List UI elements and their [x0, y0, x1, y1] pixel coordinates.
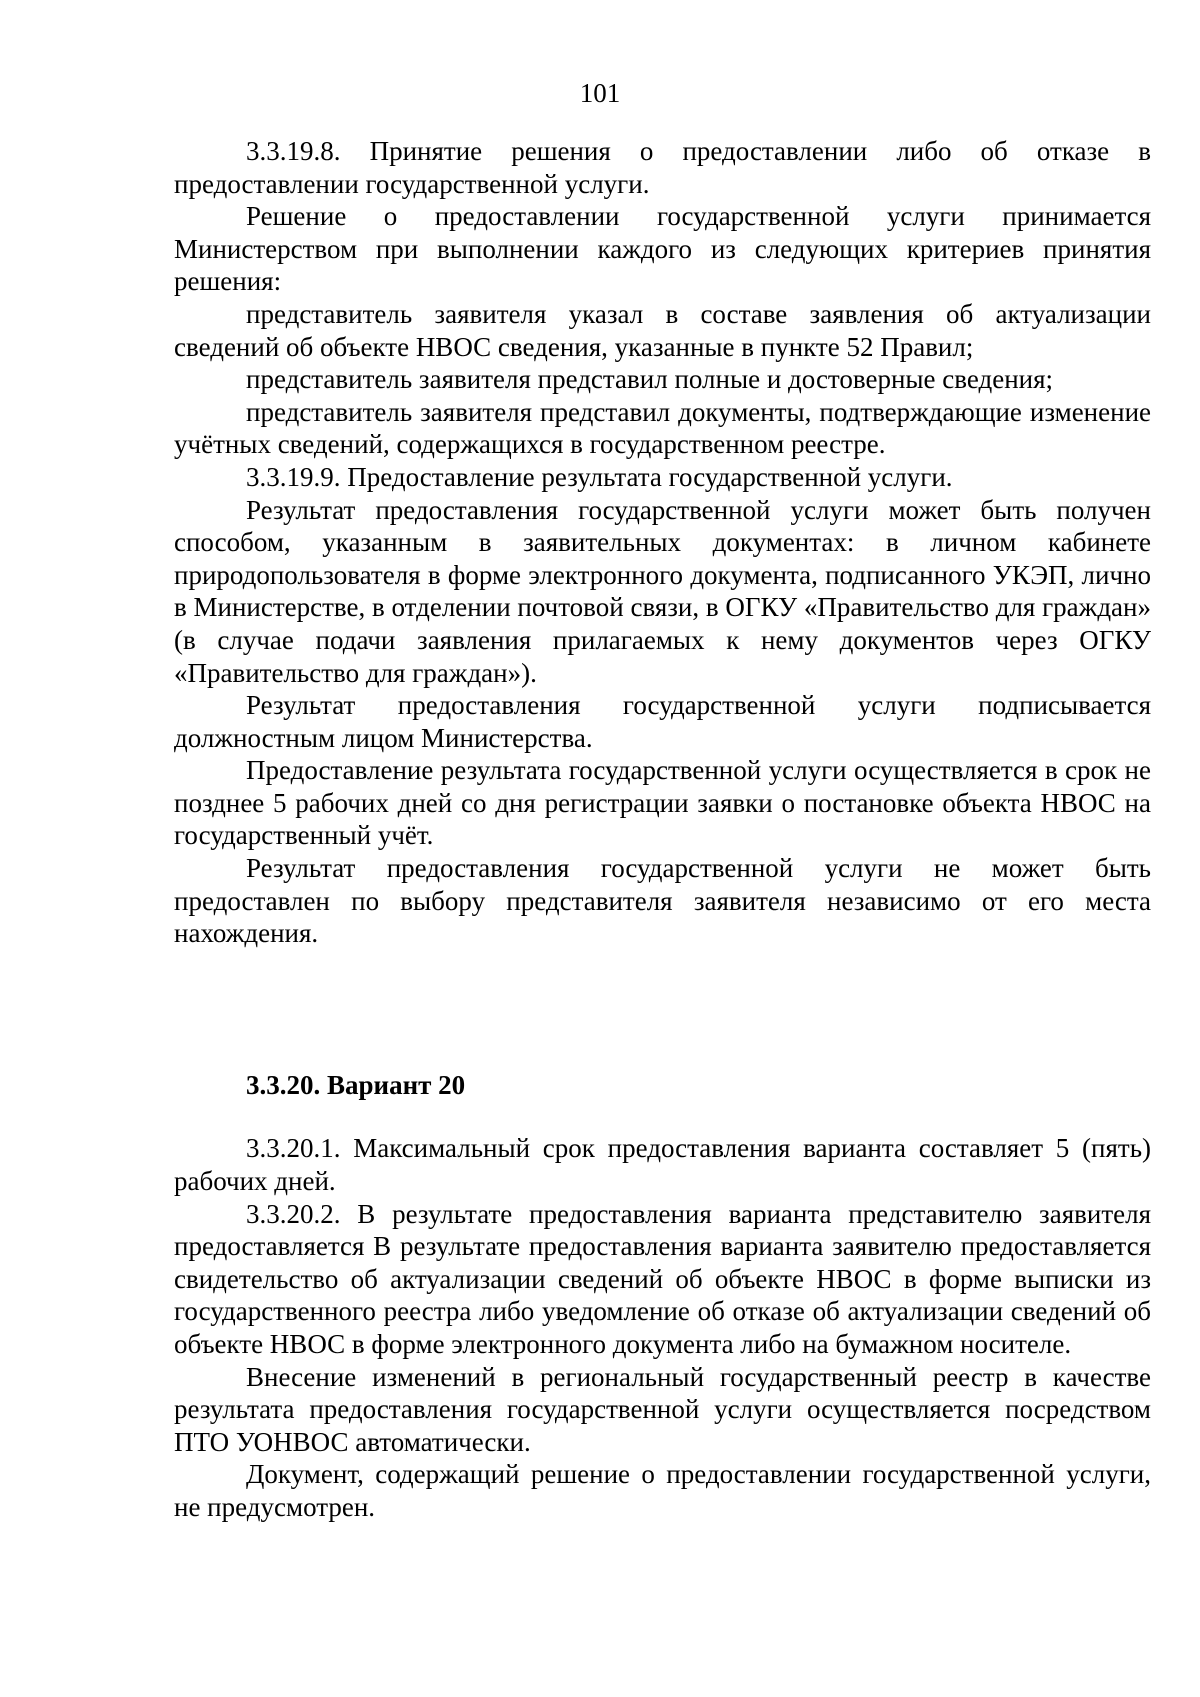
section-spacer [174, 950, 1151, 1069]
paragraph-criterion-3: представитель заявителя представил документы, подтверждающие изменение учётных сведений, содержащихся в государственном реестре. [174, 396, 1151, 460]
document-body [174, 135, 1151, 1524]
paragraph-result-location: Результат предоставления государственной услуги не может быть предоставлен по выбору представителя заявителя независимо от его места нахождения. [174, 853, 1151, 949]
paragraph-decision-criteria-intro: Решение о предоставлении государственной услуги принимается Министерством при выполнении каждого из следующих критериев принятия решения: [174, 201, 1151, 297]
paragraph-result-methods: Результат предоставления государственной услуги может быть получен способом, указанным в заявительных документах: в личном кабинете природопользователя в форме электронного документа, подписанного УКЭП, лично в Министерстве, в отделении почтовой связи, в ОГКУ «Правительство для граждан» (в случае подачи заявления прилагаемых к нему документов через ОГКУ «Правительство для граждан»). [174, 494, 1151, 688]
page-number: 101 [579, 78, 621, 108]
section-heading-variant-20: 3.3.20. Вариант 20 [246, 1069, 466, 1100]
paragraph-decision-document: Документ, содержащий решение о предоставлении государственной услуги, не предусмотрен. [174, 1459, 1151, 1522]
paragraph-criterion-2: представитель заявителя представил полные и достоверные сведения; [246, 364, 1054, 395]
paragraph-3-3-20-1: 3.3.20.1. Максимальный срок предоставления варианта составляет 5 (пять) рабочих дней. [174, 1133, 1151, 1197]
paragraph-3-3-20-2: 3.3.20.2. В результате предоставления варианта представителю заявителя предоставляется В результате предоставления варианта заявителю предоставляется свидетельство об актуализации сведений об объекте НВОС в форме выписки из государственного реестра либо уведомление об отказе об актуализации сведений об объекте НВОС в форме электронного документа либо на бумажном носителе. [174, 1198, 1151, 1359]
paragraph-registry-changes: Внесение изменений в региональный государственный реестр в качестве результата предоставления государственной услуги осуществляется посредством ПТО УОНВОС автоматически. [174, 1361, 1151, 1457]
paragraph-result-signature: Результат предоставления государственной услуги подписывается должностным лицом Министерства. [174, 690, 1151, 753]
paragraph-3-3-19-9: 3.3.19.9. Предоставление результата государственной услуги. [246, 461, 953, 492]
paragraph-criterion-1: представитель заявителя указал в составе заявления об актуализации сведений об объекте НВОС сведения, указанные в пункте 52 Правил; [174, 298, 1151, 362]
paragraph-3-3-19-8: 3.3.19.8. Принятие решения о предоставлении либо об отказе в предоставлении государственной услуги. [174, 136, 1151, 199]
paragraph-result-deadline: Предоставление результата государственной услуги осуществляется в срок не позднее 5 рабочих дней со дня регистрации заявки о постановке объекта НВОС на государственный учёт. [174, 755, 1151, 851]
heading-spacer [174, 1101, 1151, 1132]
